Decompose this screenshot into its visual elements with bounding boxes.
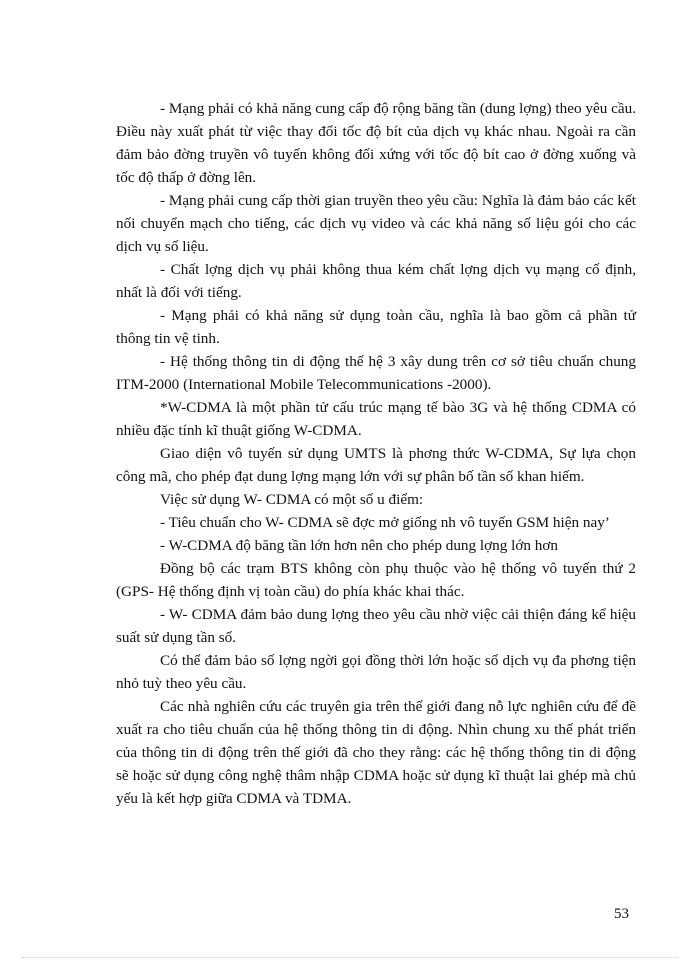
- paragraph-concurrent-users: Có thể đảm bảo số lợng ngời gọi đồng thời lớn hoặc số dịch vụ đa phơng tiện nhỏ tuỳ theo yêu cầu.: [116, 652, 636, 692]
- paragraph-spectrum-efficiency: - W- CDMA đảm bảo dung lợng theo yêu cầu nhờ việc cải thiện đáng kể hiệu suất sử dụng tần số.: [116, 606, 636, 646]
- paragraph-bandwidth-capacity: - W-CDMA độ băng tần lớn hơn nên cho phép dung lợng lớn hơn: [160, 537, 559, 554]
- paragraph-service-quality: - Chất lợng dịch vụ phải không thua kém chất lợng dịch vụ mạng cố định, nhất là đối với tiếng.: [116, 261, 636, 301]
- paragraph-open-standard: - Tiêu chuẩn cho W- CDMA sẽ đợc mở giống nh vô tuyến GSM hiện nay’: [160, 514, 610, 531]
- paragraph-wcdma-definition: *W-CDMA là một phần tử cấu trúc mạng tế bào 3G và hệ thống CDMA có nhiều đặc tính kĩ thuật giống W-CDMA.: [116, 399, 636, 439]
- paragraph-research-trend: Các nhà nghiên cứu các truyên gia trên thế giới đang nỗ lực nghiên cứu để đề xuất ra cho tiêu chuẩn của hệ thống thông tin di động. Nhìn chung xu thế phát triển của thông tin di động trên thế giới đã cho they rằng: các hệ thống thông tin di động sẽ hoặc sử dụng công nghệ thâm nhập CDMA hoặc sử dụng kĩ thuật lai ghép mà chủ yếu là kết hợp giữa CDMA và TDMA.: [116, 698, 636, 807]
- paragraph-transmission-time: - Mạng phải cung cấp thời gian truyền theo yêu cầu: Nghĩa là đảm bảo các kết nối chuyển mạch cho tiếng, các dịch vụ video và các khả năng số liệu gói cho các dịch vụ số liệu.: [116, 192, 636, 255]
- paragraph-umts-interface: Giao diện vô tuyến sử dụng UMTS là phơng thức W-CDMA, Sự lựa chọn công mã, cho phép đạt dung lợng mạng lớn với sự phân bố tần số khan hiếm.: [116, 445, 636, 485]
- paragraph-3g-standard: - Hệ thống thông tin di động thế hệ 3 xây dung trên cơ sở tiêu chuẩn chung ITM-2000 (International Mobile Telecommunications -2000).: [116, 353, 636, 393]
- page-number: 53: [614, 906, 629, 922]
- paragraph-bts-sync: Đồng bộ các trạm BTS không còn phụ thuộc vào hệ thống vô tuyến thứ 2 (GPS- Hệ thống định vị toàn cầu) do phía khác khai thác.: [116, 560, 636, 600]
- paragraph-bandwidth: - Mạng phải có khả năng cung cấp độ rộng băng tần (dung lợng) theo yêu cầu. Điều này xuất phát từ việc thay đổi tốc độ bít của dịch vụ khác nhau. Ngoài ra cần đảm bảo đờng truyền vô tuyến không đối xứng với tốc độ bít cao ở đờng xuống và tốc độ thấp ở đờng lên.: [116, 100, 636, 186]
- body-text: [116, 97, 636, 810]
- bottom-divider: [22, 957, 678, 958]
- paragraph-advantages-intro: Việc sử dụng W- CDMA có một số u điểm:: [160, 491, 424, 508]
- paragraph-global-use: - Mạng phải có khả năng sử dụng toàn cầu, nghĩa là bao gồm cả phần tử thông tin vệ tinh.: [116, 307, 636, 347]
